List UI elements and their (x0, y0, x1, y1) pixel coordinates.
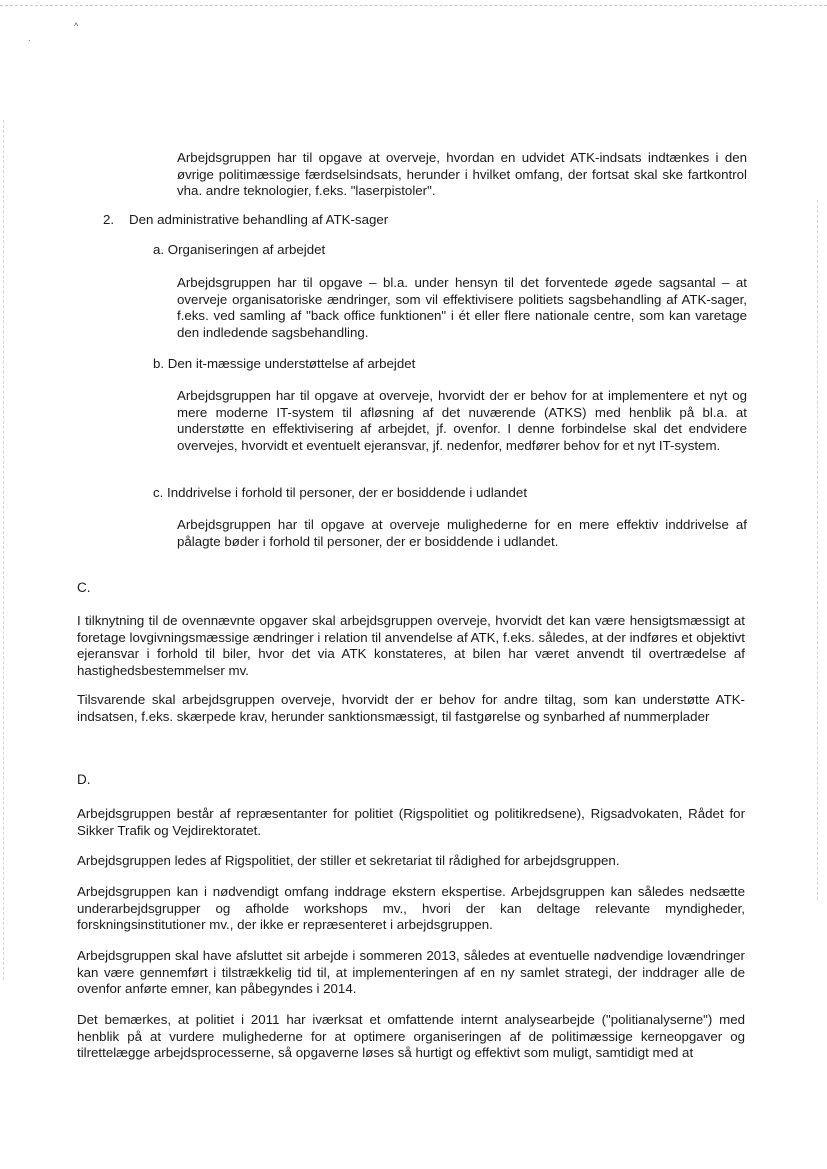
sub-b-text: Arbejdsgruppen har til opgave at overveje, hvorvidt der er behov for at implementere et nyt og mere moderne IT-system til afløsning af det nuværende (ATKS) med henblik på bl.a. at understøtte en effektivisering af arbejdet, jf. ovenfor. I denne forbindelse skal det endvidere overvejes, hvorvidt et eventuelt ejeransvar, jf. nedenfor, medfører behov for et nyt IT-system. (177, 388, 747, 453)
item-2-heading (103, 212, 743, 229)
section-c-paragraph: Tilsvarende skal arbejdsgruppen overveje, hvorvidt der er behov for andre tiltag, som kan understøtte ATK-indsatsen, f.eks. skærpede krav, herunder sanktionsmæssigt, til fastgørelse og synbarhed af nummerplader (77, 692, 745, 724)
scan-mark: . (28, 33, 31, 43)
section-d-paragraph: Det bemærkes, at politiet i 2011 har iværksat et omfattende internt analysearbejde ("politianalyserne") med henblik på at vurdere mulighederne for at optimere organiseringen af de politimæssige kerneopgaver og tilrettelægge arbejdsprocesserne, så opgaverne løses så hurtigt og effektivt som muligt, samtidigt med at (77, 1012, 745, 1060)
section-d-letter: D. (77, 772, 91, 787)
section-d-paragraph: Arbejdsgruppen skal have afsluttet sit arbejde i sommeren 2013, således at eventuelle nødvendige lovændringer kan være gennemført i tilstrækkelig tid til, at implementeringen af en ny samlet strategi, der inddrager alle de ovenfor anførte emner, kan påbegyndes i 2014. (77, 948, 745, 996)
section-d-paragraph: Arbejdsgruppen ledes af Rigspolitiet, der stiller et sekretariat til rådighed for arbejdsgruppen. (77, 853, 620, 868)
item-2-title: Den administrative behandling af ATK-sager (129, 212, 389, 227)
sub-c-text: Arbejdsgruppen har til opgave at overveje mulighederne for en mere effektiv inddrivelse af pålagte bøder i forhold til personer, der er bosiddende i udlandet. (177, 517, 747, 549)
sub-a-heading: a. Organiseringen af arbejdet (153, 242, 326, 257)
scan-mark: ^ (74, 21, 79, 31)
sub-a-text: Arbejdsgruppen har til opgave – bl.a. under hensyn til det forventede øgede sagsantal – at overveje organisatoriske ændringer, som vil effektivisere politiets sagsbehandling af ATK-sager, f.eks. ved samling af "back office funktionen" i ét eller flere nationale centre, som kan varetage den indledende sagsbehandling. (177, 275, 747, 340)
item-2-number: 2. (103, 212, 115, 227)
sub-b-heading: b. Den it-mæssige understøttelse af arbejdet (153, 356, 416, 371)
section-d-paragraph: Arbejdsgruppen består af repræsentanter for politiet (Rigspolitiet og politikredsene), Rigsadvokaten, Rådet for Sikker Trafik og Vejdirektoratet. (77, 806, 745, 838)
scan-edge-right (817, 200, 819, 900)
section-c-letter: C. (77, 580, 91, 595)
intro-paragraph: Arbejdsgruppen har til opgave at overveje, hvordan en udvidet ATK-indsats indtænkes i den øvrige politimæssige færdselsindsats, herunder i hvilket omfang, der fortsat skal ske fartkontrol vha. andre teknologier, f.eks. "laserpistoler". (177, 150, 747, 198)
scan-edge-left (3, 120, 5, 980)
scan-edge-top (0, 5, 827, 7)
section-c-paragraph: I tilknytning til de ovennævnte opgaver skal arbejdsgruppen overveje, hvorvidt det kan være hensigtsmæssigt at foretage lovgivningsmæssige ændringer i relation til anvendelse af ATK, f.eks. således, at der indføres et objektivt ejeransvar i forhold til biler, hvor det via ATK konstateres, at bilen har været anvendt til overtrædelse af hastighedsbestemmelser mv. (77, 613, 745, 678)
sub-c-heading: c. Inddrivelse i forhold til personer, der er bosiddende i udlandet (153, 485, 528, 500)
section-d-paragraph: Arbejdsgruppen kan i nødvendigt omfang inddrage ekstern ekspertise. Arbejdsgruppen kan således nedsætte underarbejdsgrupper og afholde workshops mv., hvori der kan deltage relevante myndigheder, forskningsinstitutioner mv., der ikke er repræsenteret i arbejdsgruppen. (77, 884, 745, 932)
